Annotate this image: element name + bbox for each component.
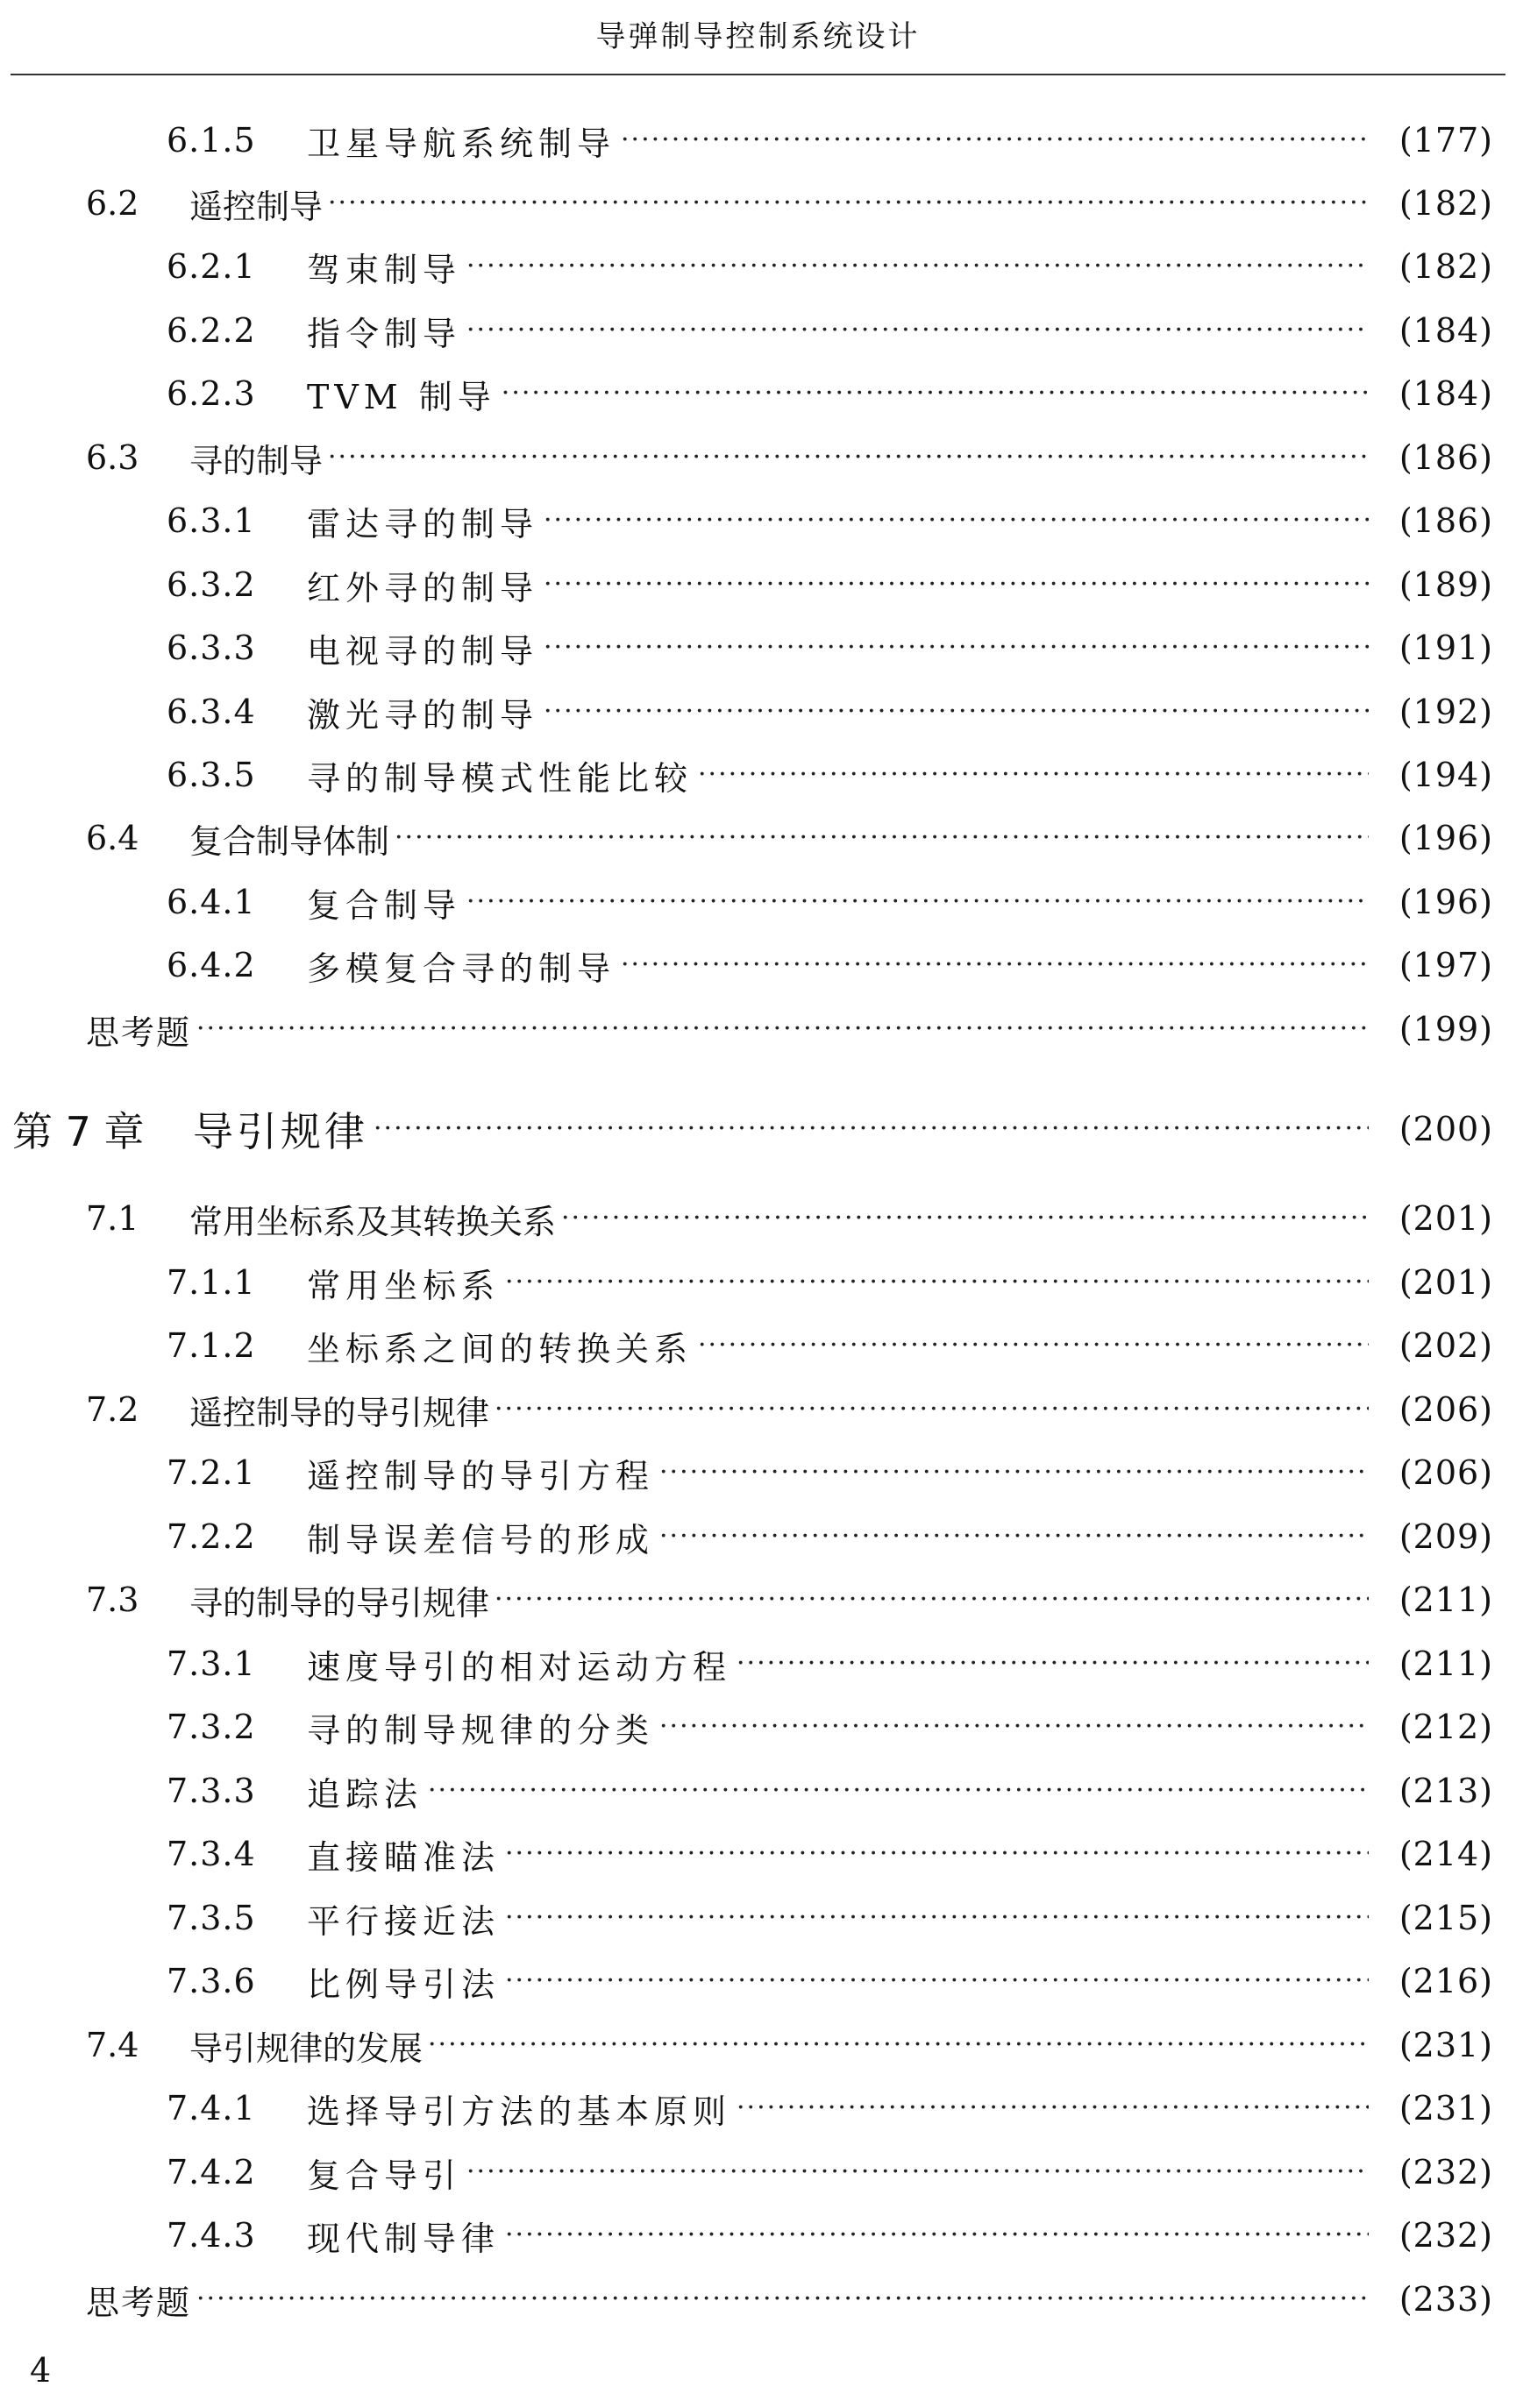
entry-number: 7.4.3 xyxy=(167,2216,256,2255)
entry-page: (182) xyxy=(1399,184,1493,223)
dot-leader xyxy=(659,1512,1369,1561)
entry-title: 红外寻的制导 xyxy=(307,568,539,607)
dot-leader xyxy=(495,1575,1369,1624)
entry-title: 多模复合寻的制导 xyxy=(307,948,616,988)
entry-page: (213) xyxy=(1399,1772,1493,1810)
entry-title: TVM 制导 xyxy=(307,377,496,416)
toc-entry[interactable] xyxy=(0,433,1516,482)
dot-leader xyxy=(428,1766,1369,1815)
entry-title: 常用坐标系及其转换关系 xyxy=(189,1202,557,1241)
entry-page: (211) xyxy=(1399,1580,1493,1619)
entry-page: (202) xyxy=(1399,1326,1493,1365)
entry-title: 选择导引方法的基本原则 xyxy=(307,2092,732,2131)
entry-title: 追踪法 xyxy=(307,1774,423,1814)
entry-number: 6.4.2 xyxy=(167,946,256,984)
entry-page: (215) xyxy=(1399,1899,1493,1937)
entry-page: (194) xyxy=(1399,756,1493,794)
entry-page: (177) xyxy=(1399,121,1493,160)
entry-page: (233) xyxy=(1399,2280,1493,2319)
entry-number: 7.2.2 xyxy=(167,1517,256,1556)
toc-entry[interactable] xyxy=(0,179,1516,228)
toc-entry[interactable] xyxy=(0,1512,1516,1561)
entry-number: 7.3 xyxy=(86,1580,139,1619)
toc-entry-exercises[interactable] xyxy=(0,1005,1516,1054)
entry-number: 6.1.5 xyxy=(167,121,256,160)
entry-page: (197) xyxy=(1399,946,1493,984)
toc-entry[interactable] xyxy=(0,2084,1516,2133)
entry-title: 电视寻的制导 xyxy=(307,631,539,671)
entry-page: (206) xyxy=(1399,1390,1493,1429)
entry-number: 6.2 xyxy=(86,184,139,223)
entry-title: 复合制导体制 xyxy=(189,821,390,861)
entry-page: (196) xyxy=(1399,883,1493,921)
entry-page: (186) xyxy=(1399,501,1493,540)
entry-page: (199) xyxy=(1399,1010,1493,1048)
dot-leader xyxy=(737,1639,1369,1688)
entry-title: 驾束制导 xyxy=(307,250,462,289)
entry-number: 7.3.6 xyxy=(167,1962,256,2000)
dot-leader xyxy=(621,116,1369,165)
entry-title: 指令制导 xyxy=(307,314,462,353)
entry-title: 卫星导航系统制导 xyxy=(307,124,616,163)
entry-number: 7.4.1 xyxy=(167,2089,256,2127)
entry-title: 常用坐标系 xyxy=(307,1266,501,1305)
dot-leader xyxy=(466,877,1369,927)
entry-number: 7.1.1 xyxy=(167,1263,256,1302)
entry-title: 比例导引法 xyxy=(307,1964,501,2004)
toc-entry[interactable] xyxy=(0,1258,1516,1307)
dot-leader xyxy=(505,1258,1369,1307)
dot-leader xyxy=(698,1321,1369,1370)
toc-entry[interactable] xyxy=(0,2021,1516,2070)
entry-title: 寻的制导模式性能比较 xyxy=(307,758,694,798)
dot-leader xyxy=(328,179,1369,228)
entry-number: 7.3.4 xyxy=(167,1835,256,1873)
dot-leader xyxy=(621,941,1369,990)
entry-title: 思考题 xyxy=(86,1012,192,1052)
entry-page: (189) xyxy=(1399,565,1493,604)
entry-page: (196) xyxy=(1399,819,1493,857)
dot-leader xyxy=(505,2211,1369,2260)
entry-page: (192) xyxy=(1399,693,1493,731)
entry-number: 7.1 xyxy=(86,1199,139,1238)
dot-leader xyxy=(428,2021,1369,2070)
entry-page: (206) xyxy=(1399,1453,1493,1492)
entry-title: 导引规律的发展 xyxy=(189,2028,423,2068)
entry-number: 6.2.3 xyxy=(167,374,256,413)
entry-page: (212) xyxy=(1399,1708,1493,1746)
entry-page: (209) xyxy=(1399,1517,1493,1556)
toc-entry[interactable] xyxy=(0,1829,1516,1879)
entry-number: 7.2 xyxy=(86,1390,139,1429)
toc-entry[interactable] xyxy=(0,242,1516,291)
dot-leader xyxy=(659,1448,1369,1497)
dot-leader xyxy=(561,1194,1369,1243)
toc-entry[interactable] xyxy=(0,687,1516,736)
dot-leader xyxy=(505,1829,1369,1879)
entry-number: 6.3.4 xyxy=(167,693,256,731)
toc-entry[interactable] xyxy=(0,1575,1516,1624)
entry-page: (186) xyxy=(1399,438,1493,477)
dot-leader xyxy=(544,687,1369,736)
dot-leader xyxy=(466,242,1369,291)
entry-page: (191) xyxy=(1399,629,1493,667)
toc-chapter-entry[interactable] xyxy=(0,1102,1516,1156)
toc-entry[interactable] xyxy=(0,1194,1516,1243)
entry-number: 6.3 xyxy=(86,438,139,477)
entry-number: 7.4 xyxy=(86,2026,139,2064)
entry-page: (211) xyxy=(1399,1644,1493,1683)
entry-number: 6.3.2 xyxy=(167,565,256,604)
toc-entry[interactable] xyxy=(0,496,1516,545)
entry-number: 7.3.2 xyxy=(167,1708,256,1746)
toc-entry[interactable] xyxy=(0,877,1516,927)
dot-leader xyxy=(374,1105,1369,1154)
entry-title: 直接瞄准法 xyxy=(307,1837,501,1877)
toc-entry[interactable] xyxy=(0,1639,1516,1688)
entry-page: (232) xyxy=(1399,2153,1493,2191)
dot-leader xyxy=(505,1893,1369,1943)
entry-page: (200) xyxy=(1399,1110,1493,1148)
dot-leader xyxy=(502,369,1369,418)
entry-title: 寻的制导 xyxy=(189,441,324,480)
entry-page: (184) xyxy=(1399,374,1493,413)
entry-title: 思考题 xyxy=(86,2283,192,2322)
toc-entry[interactable] xyxy=(0,941,1516,990)
page-number: 4 xyxy=(30,2351,52,2390)
dot-leader xyxy=(544,560,1369,609)
toc-entry[interactable] xyxy=(0,1448,1516,1497)
entry-number: 6.2.2 xyxy=(167,311,256,350)
toc-entry[interactable] xyxy=(0,560,1516,609)
toc-entry[interactable] xyxy=(0,2148,1516,2197)
entry-number: 6.2.1 xyxy=(167,247,256,286)
chapter-number: 第 7 章 xyxy=(12,1108,145,1155)
toc-entry[interactable] xyxy=(0,1957,1516,2006)
entry-number: 7.1.2 xyxy=(167,1326,256,1365)
toc-entry[interactable] xyxy=(0,813,1516,863)
entry-number: 6.3.1 xyxy=(167,501,256,540)
entry-number: 6.4.1 xyxy=(167,883,256,921)
entry-title: 复合导引 xyxy=(307,2156,462,2195)
toc-entry[interactable] xyxy=(0,1321,1516,1370)
entry-number: 7.3.3 xyxy=(167,1772,256,1810)
dot-leader xyxy=(544,496,1369,545)
toc-entry[interactable] xyxy=(0,1702,1516,1751)
dot-leader xyxy=(544,623,1369,672)
toc-entry[interactable] xyxy=(0,116,1516,165)
entry-page: (182) xyxy=(1399,247,1493,286)
dot-leader xyxy=(395,813,1369,863)
entry-title: 速度导引的相对运动方程 xyxy=(307,1647,732,1687)
toc-entry[interactable] xyxy=(0,750,1516,799)
entry-title: 遥控制导的导引方程 xyxy=(307,1456,655,1495)
entry-number: 7.2.1 xyxy=(167,1453,256,1492)
entry-number: 6.3.5 xyxy=(167,756,256,794)
dot-leader xyxy=(505,1957,1369,2006)
entry-number: 6.4 xyxy=(86,819,139,857)
entry-title: 现代制导律 xyxy=(307,2219,501,2258)
dot-leader xyxy=(698,750,1369,799)
entry-title: 制导误差信号的形成 xyxy=(307,1520,655,1559)
toc-entry[interactable] xyxy=(0,2211,1516,2260)
chapter-title: 导引规律 xyxy=(193,1108,368,1155)
entry-number: 6.3.3 xyxy=(167,629,256,667)
entry-title: 遥控制导的导引规律 xyxy=(189,1393,490,1432)
dot-leader xyxy=(466,2148,1369,2197)
header-divider xyxy=(11,74,1505,75)
dot-leader xyxy=(466,306,1369,355)
entry-title: 寻的制导规律的分类 xyxy=(307,1710,655,1750)
entry-title: 复合制导 xyxy=(307,885,462,925)
dot-leader xyxy=(737,2084,1369,2133)
toc-entry[interactable] xyxy=(0,306,1516,355)
entry-page: (232) xyxy=(1399,2216,1493,2255)
entry-page: (216) xyxy=(1399,1962,1493,2000)
toc-entry[interactable] xyxy=(0,1766,1516,1815)
toc-entry[interactable] xyxy=(0,623,1516,672)
toc-entry[interactable] xyxy=(0,369,1516,418)
entry-title: 平行接近法 xyxy=(307,1901,501,1941)
toc-entry[interactable] xyxy=(0,1893,1516,1943)
toc-entry[interactable] xyxy=(0,1385,1516,1434)
entry-title: 遥控制导 xyxy=(189,187,324,226)
toc-entry-exercises[interactable] xyxy=(0,2275,1516,2324)
dot-leader xyxy=(659,1702,1369,1751)
dot-leader xyxy=(196,1005,1369,1054)
entry-page: (231) xyxy=(1399,2089,1493,2127)
entry-page: (201) xyxy=(1399,1199,1493,1238)
entry-page: (231) xyxy=(1399,2026,1493,2064)
entry-number: 7.3.5 xyxy=(167,1899,256,1937)
entry-page: (201) xyxy=(1399,1263,1493,1302)
entry-title: 寻的制导的导引规律 xyxy=(189,1583,490,1623)
entry-number: 7.4.2 xyxy=(167,2153,256,2191)
entry-page: (184) xyxy=(1399,311,1493,350)
entry-title: 激光寻的制导 xyxy=(307,695,539,735)
entry-title: 雷达寻的制导 xyxy=(307,504,539,543)
dot-leader xyxy=(495,1385,1369,1434)
dot-leader xyxy=(196,2275,1369,2324)
entry-number: 7.3.1 xyxy=(167,1644,256,1683)
running-header-title: 导弹制导控制系统设计 xyxy=(595,19,921,54)
dot-leader xyxy=(328,433,1369,482)
entry-page: (214) xyxy=(1399,1835,1493,1873)
entry-title: 坐标系之间的转换关系 xyxy=(307,1329,694,1368)
